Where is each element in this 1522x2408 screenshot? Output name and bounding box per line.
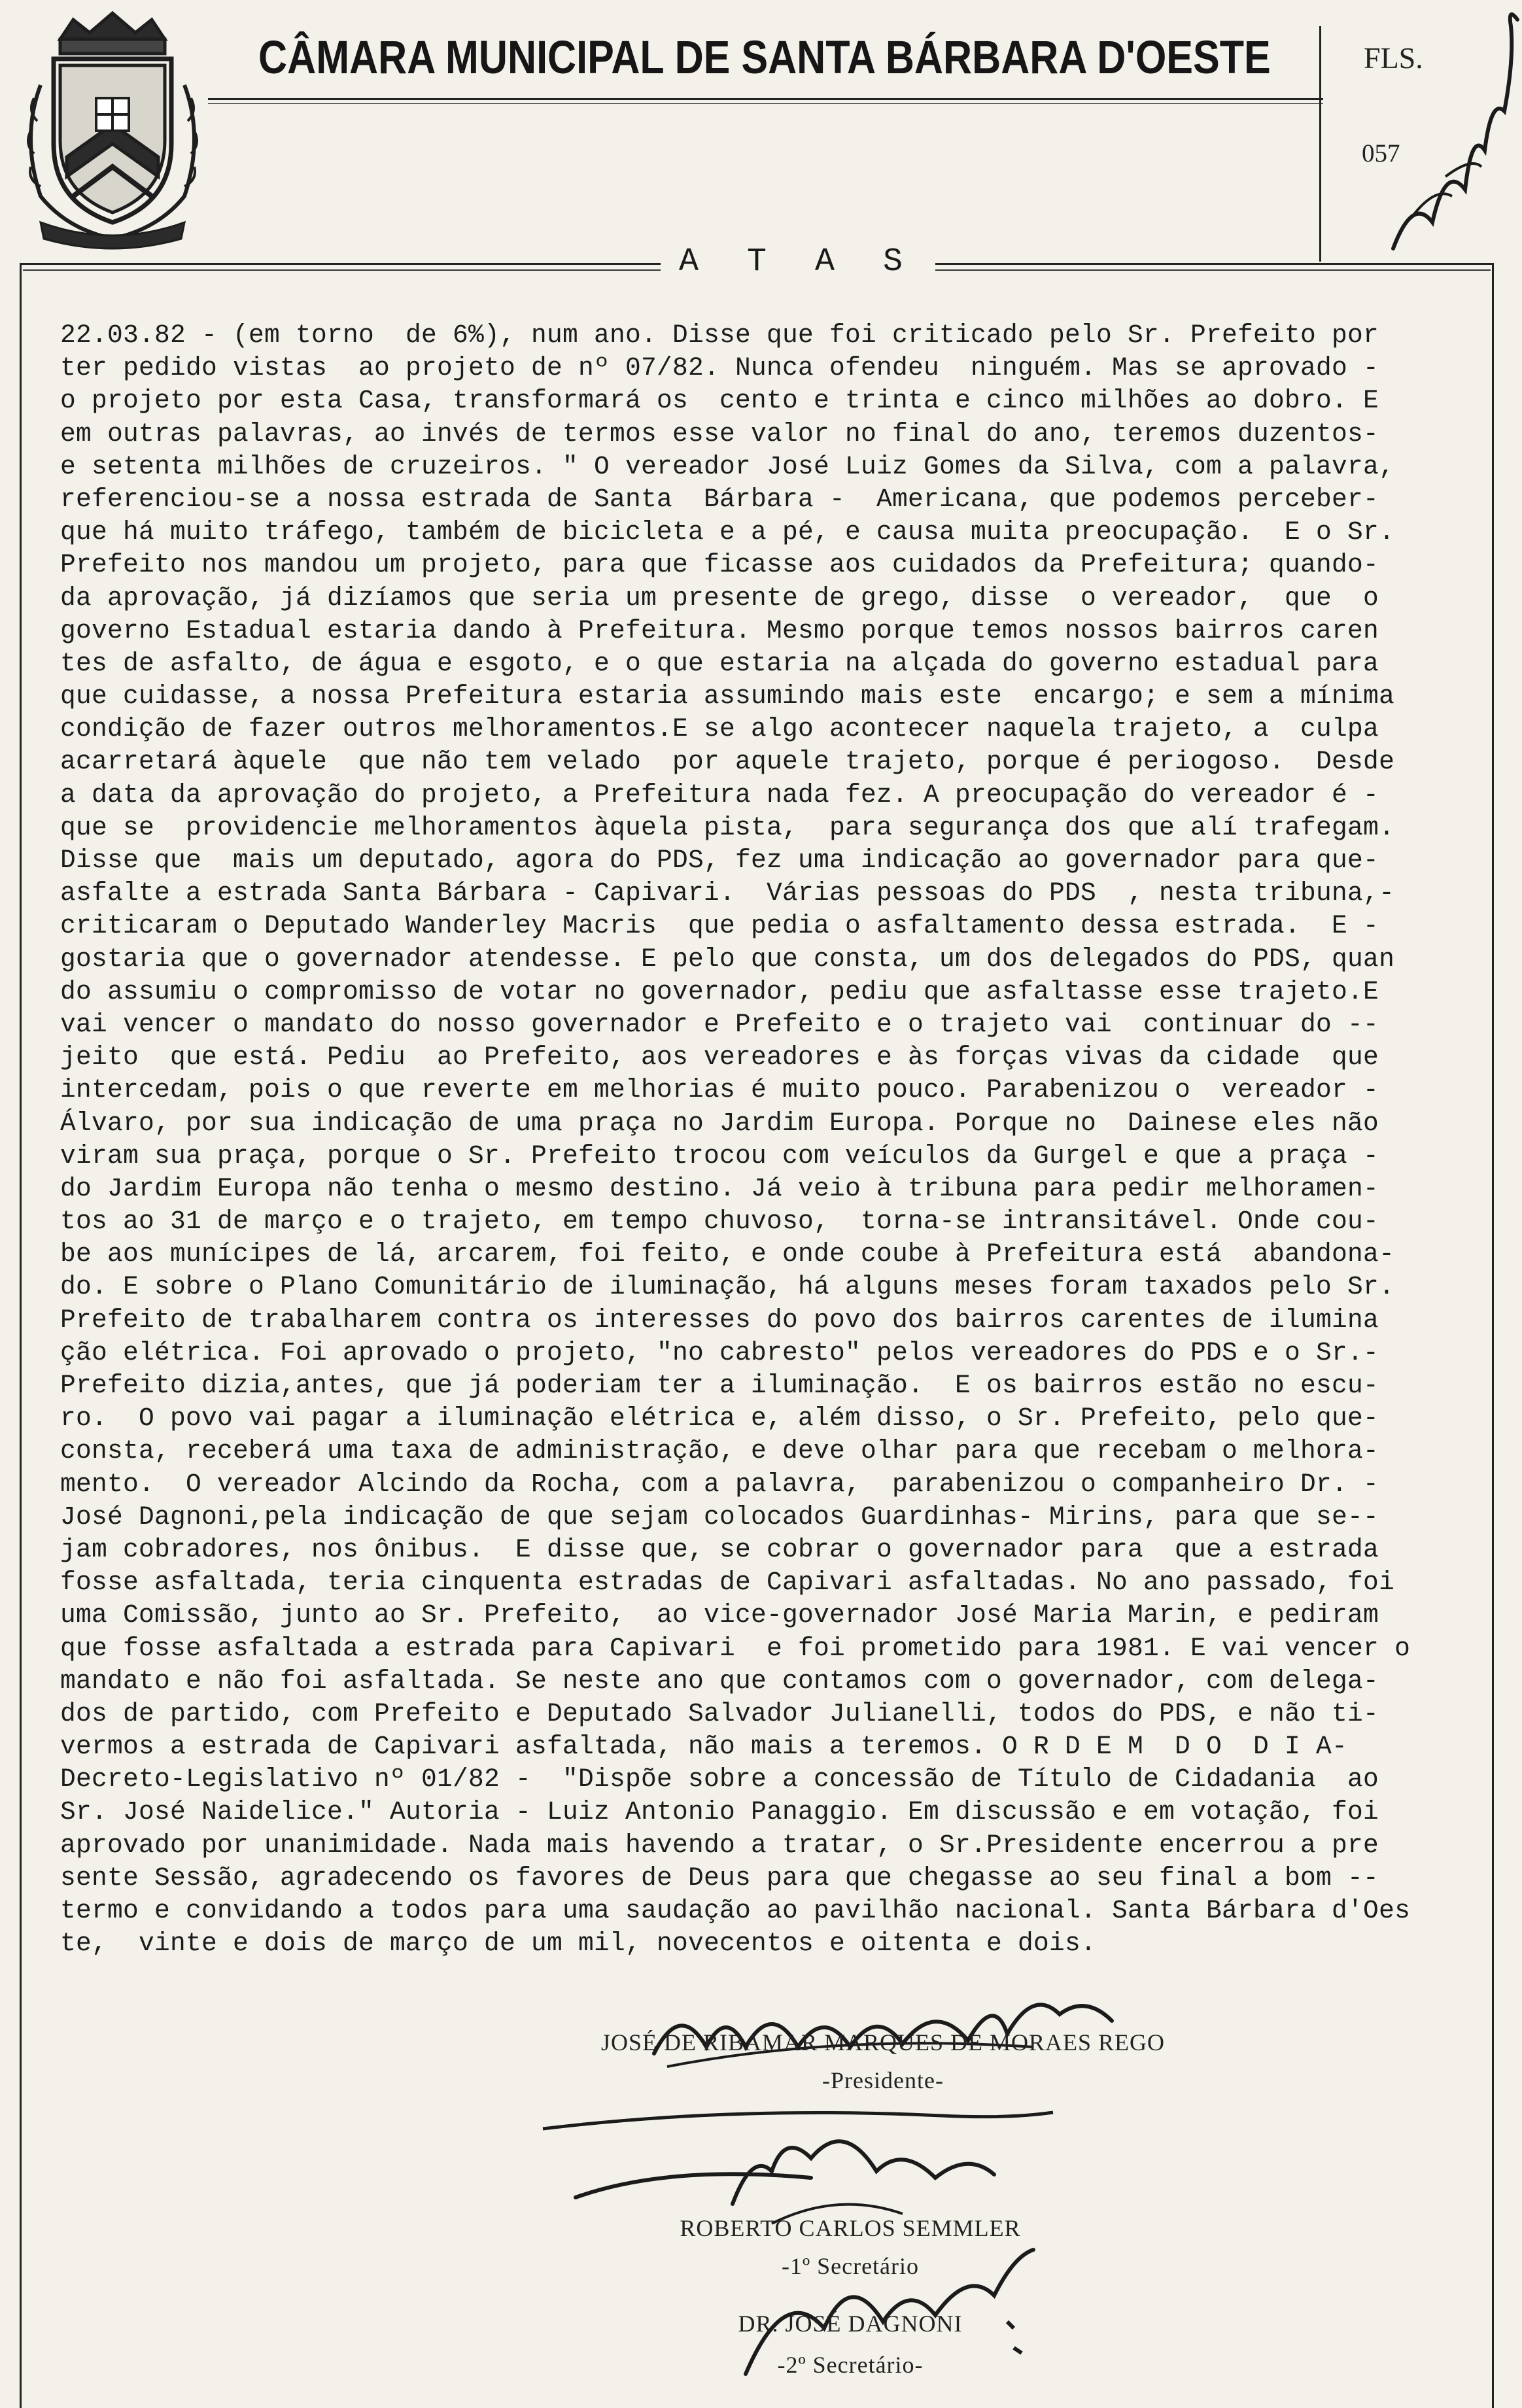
minutes-body-text — [60, 319, 1473, 1960]
body-line: fosse asfaltada, teria cinquenta estradas de Capivari asfaltadas. No ano passado, foi — [60, 1568, 1395, 1598]
body-line: a data da aprovação do projeto, a Prefeitura nada fez. A preocupação do vereador é - — [60, 780, 1379, 810]
body-line: Sr. José Naidelice." Autoria - Luiz Antonio Panaggio. Em discussão e em votação, foi — [60, 1797, 1379, 1827]
body-line: ter pedido vistas ao projeto de nº 07/82. Nunca ofendeu ninguém. Mas se aprovado - — [60, 353, 1379, 383]
body-line: vermos a estrada de Capivari asfaltada, não mais a teremos. O R D E M D O D I A- — [60, 1732, 1348, 1762]
body-line: que há muito tráfego, também de bicicleta e a pé, e causa muita preocupação. E o Sr. — [60, 517, 1395, 547]
body-line: e setenta milhões de cruzeiros. " O vereador José Luiz Gomes da Silva, com a palavra, — [60, 451, 1395, 481]
section-title: A T A S — [661, 243, 935, 281]
body-line: Prefeito nos mandou um projeto, para que ficasse aos cuidados da Prefeitura; quando- — [60, 550, 1379, 580]
body-line: governo Estadual estaria dando à Prefeitura. Mesmo porque temos nossos bairros caren — [60, 615, 1379, 645]
body-line: tos ao 31 de março e o trajeto, em tempo chuvoso, torna-se intransitável. Onde cou- — [60, 1207, 1379, 1237]
body-line: referenciou-se a nossa estrada de Santa Bárbara - Americana, que podemos perceber- — [60, 484, 1379, 514]
body-line: acarretará àquele que não tem velado por aquele trajeto, porque é periogoso. Desde — [60, 747, 1395, 777]
header-rule — [208, 98, 1323, 100]
body-line: do assumiu o compromisso de votar no governador, pediu que asfaltasse esse trajeto.E — [60, 976, 1379, 1006]
body-line: gostaria que o governador atendesse. E pelo que consta, um dos delegados do PDS, quan — [60, 944, 1395, 974]
body-line: dos de partido, com Prefeito e Deputado Salvador Julianelli, todos do PDS, e não ti- — [60, 1698, 1379, 1729]
president-name: JOSÉ DE RIBAMAR MARQUES DE MORAES REGO — [600, 2029, 1166, 2055]
body-line: criticaram o Deputado Wanderley Macris que pedia o asfaltamento dessa estrada. E - — [60, 911, 1379, 941]
body-line: tes de asfalto, de água e esgoto, e o que estaria na alçada do governo estadual para — [60, 648, 1379, 678]
body-line: Álvaro, por sua indicação de uma praça no Jardim Europa. Porque no Dainese eles não — [60, 1108, 1379, 1138]
body-line: be aos munícipes de lá, arcarem, foi feito, e onde coube à Prefeitura está abandona- — [60, 1239, 1395, 1269]
header-title: CÂMARA MUNICIPAL DE SANTA BÁRBARA D'OESTE — [258, 32, 1271, 84]
body-line: em outras palavras, ao invés de termos esse valor no final do ano, teremos duzentos- — [60, 419, 1379, 449]
page-initials-signature — [1374, 0, 1522, 262]
body-line: uma Comissão, junto ao Sr. Prefeito, ao vice-governador José Maria Marin, e pediram — [60, 1600, 1379, 1630]
body-line: viram sua praça, porque o Sr. Prefeito trocou com veículos da Gurgel e que a praça - — [60, 1141, 1379, 1171]
body-line: vai vencer o mandato do nosso governador e Prefeito e o trajeto vai continuar do -- — [60, 1009, 1379, 1039]
body-line: termo e convidando a todos para uma saudação ao pavilhão nacional. Santa Bárbara d'Oes — [60, 1896, 1411, 1925]
body-line: sente Sessão, agradecendo os favores de Deus para que chegasse ao seu final a bom -- — [60, 1863, 1379, 1893]
body-line: que fosse asfaltada a estrada para Capivari e foi prometido para 1981. E vai vencer o — [60, 1633, 1411, 1663]
body-line: 22.03.82 - (em torno de 6%), num ano. Disse que foi criticado pelo Sr. Prefeito por — [60, 320, 1379, 350]
body-line: asfalte a estrada Santa Bárbara - Capivari. Várias pessoas do PDS , nesta tribuna,- — [60, 878, 1395, 908]
body-line: José Dagnoni,pela indicação de que sejam colocados Guardinhas- Mirins, para que se-- — [60, 1502, 1379, 1532]
body-line: Prefeito dizia,antes, que já poderiam ter a iluminação. E os bairros estão no escu- — [60, 1371, 1379, 1400]
body-line: Decreto-Legislativo nº 01/82 - "Dispõe sobre a concessão de Título de Cidadania ao — [60, 1764, 1379, 1795]
coat-of-arms-icon — [14, 7, 211, 249]
body-line: te, vinte e dois de março de um mil, novecentos e oitenta e dois. — [60, 1929, 1097, 1959]
second-secretary-role: -2º Secretário- — [777, 2352, 924, 2378]
body-line: consta, receberá uma taxa de administração, e deve olhar para que recebam o melhora- — [60, 1436, 1379, 1466]
page-number: 057 — [1362, 139, 1400, 167]
body-line: do. E sobre o Plano Comunitário de iluminação, há alguns meses foram taxados pelo Sr. — [60, 1272, 1395, 1302]
body-line: condição de fazer outros melhoramentos.E se algo acontecer naquela trajeto, a culpa — [60, 714, 1379, 744]
body-line: Disse que mais um deputado, agora do PDS, fez uma indicação ao governador para que- — [60, 846, 1379, 875]
body-line: ção elétrica. Foi aprovado o projeto, "no cabresto" pelos vereadores do PDS e o Sr.- — [60, 1337, 1379, 1367]
body-line: o projeto por esta Casa, transformará os cento e trinta e cinco milhões ao dobro. E — [60, 386, 1379, 416]
header-rule — [208, 103, 1323, 104]
body-line: que cuidasse, a nossa Prefeitura estaria assumindo mais este encargo; e sem a mínima — [60, 681, 1395, 712]
body-line: mandato e não foi asfaltada. Se neste ano que contamos com o governador, com delega- — [60, 1666, 1379, 1696]
fls-label: FLS. — [1364, 41, 1423, 75]
body-line: aprovado por unanimidade. Nada mais havendo a tratar, o Sr.Presidente encerrou a pre — [60, 1830, 1379, 1860]
body-line: do Jardim Europa não tenha o mesmo destino. Já veio à tribuna para pedir melhoramen- — [60, 1173, 1379, 1203]
second-secretary-name: DR. JOSÉ DAGNONI — [738, 2311, 963, 2337]
body-line: jam cobradores, nos ônibus. E disse que, se cobrar o governador para que a estrada — [60, 1534, 1379, 1564]
body-line: ro. O povo vai pagar a iluminação elétrica e, além disso, o Sr. Prefeito, pelo que- — [60, 1403, 1379, 1434]
body-line: Prefeito de trabalharem contra os interesses do povo dos bairros carentes de ilumina — [60, 1305, 1379, 1335]
body-line: que se providencie melhoramentos àquela pista, para segurança dos que alí trafegam. — [60, 812, 1395, 842]
president-role: -Presidente- — [822, 2067, 944, 2093]
body-line: mento. O vereador Alcindo da Rocha, com a palavra, parabenizou o companheiro Dr. - — [60, 1469, 1379, 1499]
body-line: jeito que está. Pediu ao Prefeito, aos vereadores e às forças vivas da cidade que — [60, 1042, 1379, 1073]
body-line: da aprovação, já dizíamos que seria um presente de grego, disse o vereador, que o — [60, 583, 1379, 613]
first-secretary-role: -1º Secretário — [781, 2253, 920, 2279]
body-line: intercedam, pois o que reverte em melhorias é muito pouco. Parabenizou o vereador - — [60, 1075, 1379, 1105]
fls-divider — [1319, 26, 1321, 262]
first-secretary-name: ROBERTO CARLOS SEMMLER — [680, 2215, 1021, 2241]
